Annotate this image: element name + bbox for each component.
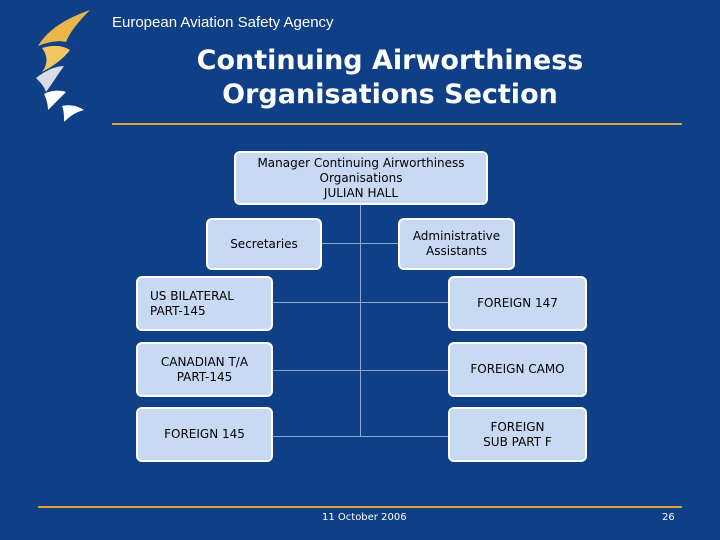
foreign-sub-part-f-box: FOREIGN SUB PART F (448, 407, 587, 462)
foreign-147-box: FOREIGN 147 (448, 276, 587, 331)
foreign-145-box: FOREIGN 145 (136, 407, 273, 462)
admin-assistants-box: Administrative Assistants (398, 218, 515, 270)
connector-row-3 (273, 436, 448, 437)
agency-name: European Aviation Safety Agency (112, 14, 334, 31)
connector-row-1 (270, 302, 448, 303)
connector-row-2 (273, 370, 448, 371)
canadian-box: CANADIAN T/A PART-145 (136, 342, 273, 397)
title-divider (112, 123, 682, 125)
footer-divider (38, 506, 682, 508)
easa-logo-icon (28, 6, 108, 126)
manager-box: Manager Continuing Airworthiness Organisations JULIAN HALL (234, 151, 488, 205)
page-number: 26 (662, 512, 675, 523)
slide-title (130, 44, 650, 112)
title-line-2: Organisations Section (222, 79, 558, 110)
connector-trunk (360, 203, 361, 436)
title-line-1: Continuing Airworthiness (196, 45, 584, 76)
us-bilateral-box: US BILATERAL PART-145 (136, 276, 273, 331)
secretaries-box: Secretaries (206, 218, 322, 270)
foreign-camo-box: FOREIGN CAMO (448, 342, 587, 397)
footer-date: 11 October 2006 (322, 512, 407, 523)
